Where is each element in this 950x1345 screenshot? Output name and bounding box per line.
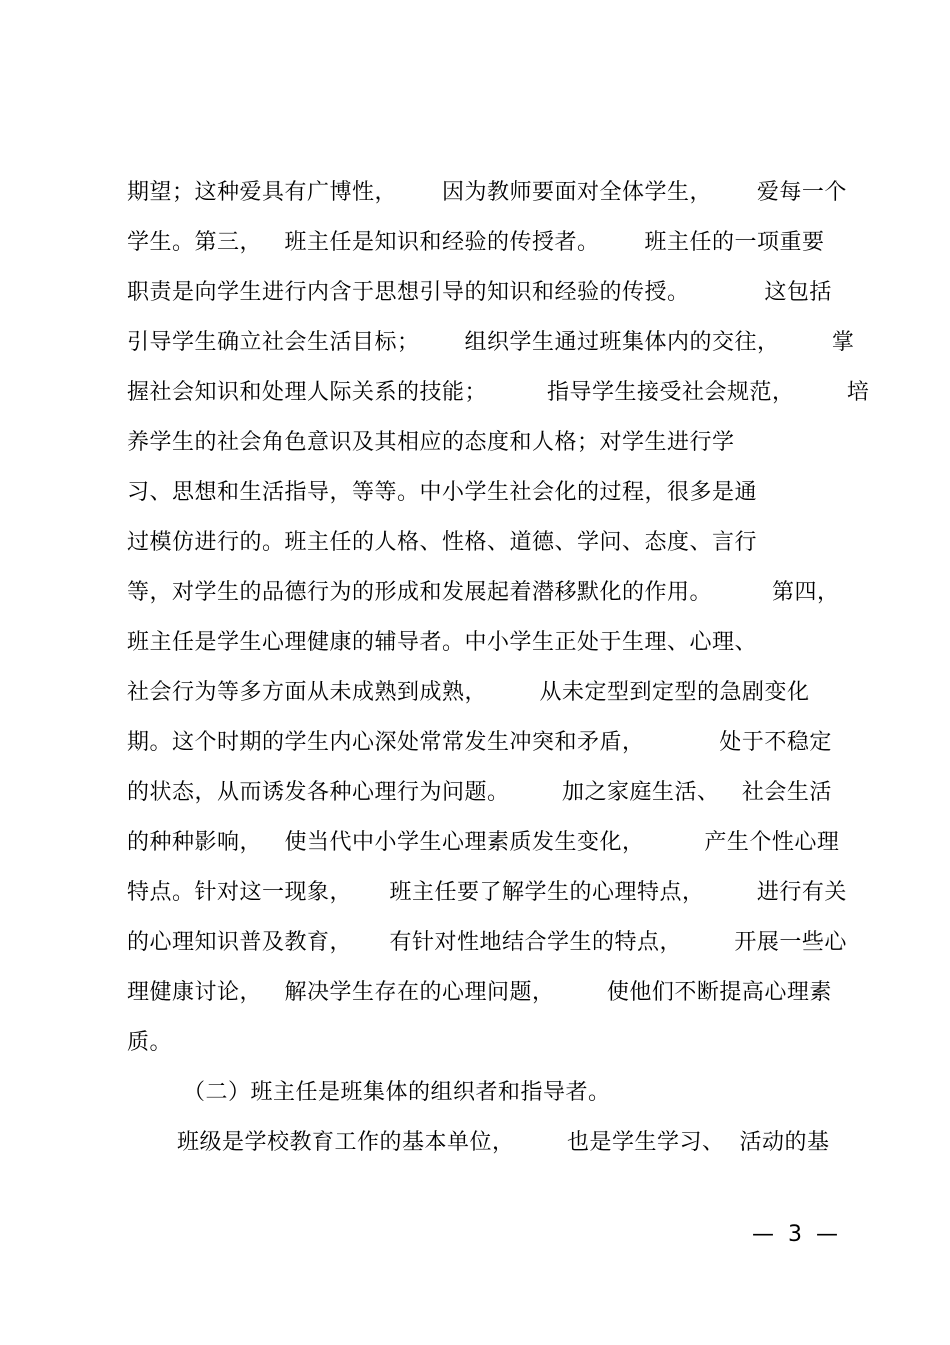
section-heading: （二）班主任是班集体的组织者和指导者。 (183, 1080, 611, 1105)
body-line: 期。这个时期的学生内心深处常常发生冲突和矛盾， 处于不稳定 (127, 730, 832, 755)
body-line: 握社会知识和处理人际关系的技能； 指导学生接受社会规范， 培 (127, 380, 870, 405)
body-line: 的种种影响， 使当代中小学生心理素质发生变化， 产生个性心理 (127, 830, 840, 855)
body-line: 引导学生确立社会生活目标； 组织学生通过班集体内的交往， 掌 (127, 330, 855, 355)
paragraph-first-line: 班级是学校教育工作的基本单位， 也是学生学习、 活动的基 (177, 1130, 830, 1155)
body-line: 习、思想和生活指导，等等。中小学生社会化的过程，很多是通 (127, 480, 758, 505)
body-line: 理健康讨论， 解决学生存在的心理问题， 使他们不断提高心理素 (127, 980, 832, 1005)
body-line: 学生。第三， 班主任是知识和经验的传授者。 班主任的一项重要 (127, 230, 825, 255)
body-line: 社会行为等多方面从未成熟到成熟， 从未定型到定型的急剧变化 (127, 680, 810, 705)
body-line: 质。 (127, 1030, 173, 1055)
body-line: 职责是向学生进行内含于思想引导的知识和经验的传授。 这包括 (127, 280, 832, 305)
body-line: 期望；这种爱具有广博性， 因为教师要面对全体学生， 爱每一个 (127, 180, 847, 205)
body-line: 养学生的社会角色意识及其相应的态度和人格；对学生进行学 (127, 430, 735, 455)
body-line: 的心理知识普及教育， 有针对性地结合学生的特点， 开展一些心 (127, 930, 847, 955)
body-line: 过模仿进行的。班主任的人格、性格、道德、学问、态度、言行 (127, 530, 758, 555)
body-line: 特点。针对这一现象， 班主任要了解学生的心理特点， 进行有关 (127, 880, 847, 905)
body-line: 班主任是学生心理健康的辅导者。中小学生正处于生理、心理、 (127, 630, 758, 655)
body-line: 等，对学生的品德行为的形成和发展起着潜移默化的作用。 第四， (127, 580, 840, 605)
page-number: — 3 — (752, 1222, 838, 1247)
body-line: 的状态，从而诱发各种心理行为问题。 加之家庭生活、 社会生活 (127, 780, 832, 805)
